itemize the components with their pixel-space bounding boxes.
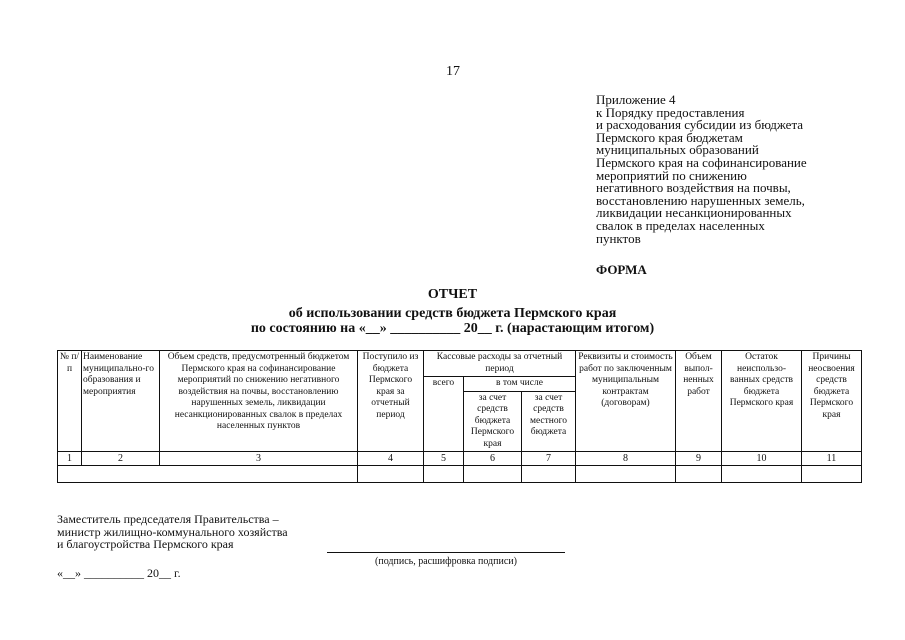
appendix-line: пунктов bbox=[596, 230, 641, 246]
appendix-line: Приложение 4 bbox=[596, 92, 676, 107]
signer-line: министр жилищно-коммунального хозяйства bbox=[57, 524, 288, 539]
empty-cell bbox=[802, 466, 862, 483]
header-local-budget: за счет средств местного бюджета bbox=[522, 391, 576, 452]
appendix-line: свалок в пределах населенных bbox=[596, 217, 765, 233]
appendix-line: муниципальных образований bbox=[596, 142, 759, 158]
column-number: 7 bbox=[522, 452, 576, 466]
appendix-line: негативного воздействия на почвы, bbox=[596, 180, 791, 196]
signer-line: и благоустройства Пермского края bbox=[57, 537, 234, 551]
column-number: 9 bbox=[676, 452, 722, 466]
report-table bbox=[57, 350, 862, 483]
signature-caption: (подпись, расшифровка подписи) bbox=[375, 556, 517, 567]
column-number: 11 bbox=[802, 452, 862, 466]
column-number: 6 bbox=[464, 452, 522, 466]
header-total: всего bbox=[424, 377, 464, 452]
appendix-line: ликвидации несанкционированных bbox=[596, 205, 792, 221]
appendix-line: мероприятий по снижению bbox=[596, 167, 747, 183]
empty-cell bbox=[424, 466, 464, 483]
appendix-line: Пермского края на софинансирование bbox=[596, 154, 807, 170]
header-reasons: Причины неосвоения средств бюджета Пермского края bbox=[802, 351, 862, 452]
column-number: 3 bbox=[160, 452, 358, 466]
empty-cell-merged bbox=[58, 466, 358, 483]
empty-cell bbox=[358, 466, 424, 483]
empty-cell bbox=[464, 466, 522, 483]
header-no: № п/п bbox=[58, 351, 82, 452]
header-cash-expenses: Кассовые расходы за отчетный период bbox=[424, 351, 576, 377]
column-number: 8 bbox=[576, 452, 676, 466]
column-number: 4 bbox=[358, 452, 424, 466]
empty-cell bbox=[676, 466, 722, 483]
signer-block bbox=[57, 513, 288, 551]
column-number: 10 bbox=[722, 452, 802, 466]
empty-cell bbox=[576, 466, 676, 483]
header-remaining: Остаток неиспользо-ванных средств бюджета Пермского края bbox=[722, 351, 802, 452]
header-work-volume: Объем выпол-ненных работ bbox=[676, 351, 722, 452]
appendix-line: к Порядку предоставления bbox=[596, 104, 745, 120]
header-including: в том числе bbox=[464, 377, 576, 392]
column-number: 2 bbox=[82, 452, 160, 466]
header-volume: Объем средств, предусмотренный бюджетом Пермского края на софинансирование мероприятий по снижению негативного воздействия на почвы, восстановлению нарушенных земель, ликвидации несанкционированных свалок в пределах населенных пунктов bbox=[160, 351, 358, 452]
appendix-line: и расходования субсидии из бюджета bbox=[596, 117, 804, 133]
signer-line: Заместитель председателя Правительства – bbox=[57, 512, 279, 526]
empty-data-row bbox=[58, 466, 862, 483]
signature-line bbox=[327, 552, 565, 553]
signature-date: «__» __________ 20__ г. bbox=[57, 566, 181, 580]
appendix-line: Пермского края бюджетам bbox=[596, 129, 743, 145]
report-subtitle: об использовании средств бюджета Пермского края bbox=[288, 306, 617, 321]
empty-cell bbox=[522, 466, 576, 483]
header-name: Наименование муниципально-го образования и мероприятия bbox=[82, 351, 160, 452]
column-number: 1 bbox=[58, 452, 82, 466]
column-numbers-row bbox=[58, 452, 862, 466]
empty-cell bbox=[722, 466, 802, 483]
header-perm-budget: за счет средств бюджета Пермского края bbox=[464, 391, 522, 452]
appendix-line: восстановлению нарушенных земель, bbox=[596, 192, 805, 208]
appendix-block bbox=[596, 94, 896, 245]
page-number: 17 bbox=[446, 64, 460, 79]
table-header-row bbox=[58, 351, 862, 377]
column-number: 5 bbox=[424, 452, 464, 466]
form-label: ФОРМА bbox=[596, 262, 647, 277]
header-requisites: Реквизиты и стоимость работ по заключенным муниципальным контрактам (договорам) bbox=[576, 351, 676, 452]
report-title: ОТЧЕТ bbox=[427, 287, 478, 302]
header-received: Поступило из бюджета Пермского края за отчетный период bbox=[358, 351, 424, 452]
report-date-line: по состоянию на «__» __________ 20__ г. (нарастающим итогом) bbox=[250, 321, 655, 336]
